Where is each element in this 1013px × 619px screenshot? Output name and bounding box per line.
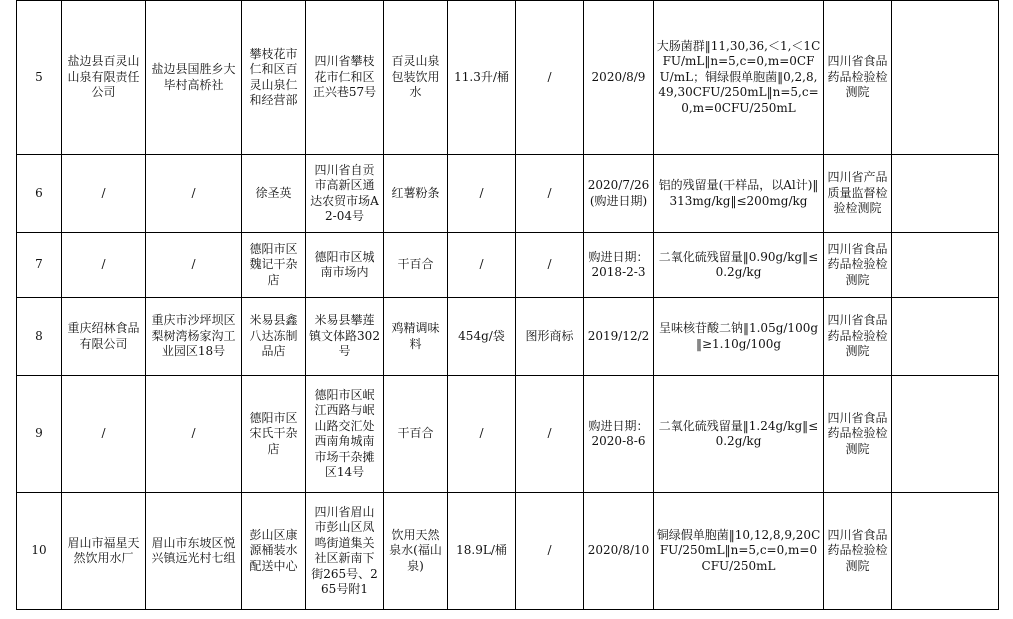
testing-agency: 四川省食品药品检验检测院 <box>824 376 892 493</box>
product-name: 干百合 <box>384 233 448 298</box>
failed-item-result: 二氧化硫残留量‖0.90g/kg‖≤0.2g/kg <box>654 233 824 298</box>
remarks <box>892 298 999 376</box>
remarks <box>892 155 999 233</box>
seller-address: 德阳市区岷江西路与岷山路交汇处西南角城南市场干杂摊区14号 <box>306 376 384 493</box>
producer-address: / <box>146 233 242 298</box>
testing-agency: 四川省食品药品检验检测院 <box>824 493 892 610</box>
seller-name: 德阳市区宋氏干杂店 <box>242 376 306 493</box>
row-number: 8 <box>17 298 62 376</box>
producer-name: / <box>62 233 146 298</box>
product-spec: / <box>448 155 516 233</box>
producer-name: 重庆绍林食品有限公司 <box>62 298 146 376</box>
seller-name: 德阳市区魏记干杂店 <box>242 233 306 298</box>
brand: 图形商标 <box>516 298 584 376</box>
product-spec: / <box>448 376 516 493</box>
production-date: 2019/12/2 <box>584 298 654 376</box>
producer-name: / <box>62 155 146 233</box>
producer-address: / <box>146 376 242 493</box>
remarks <box>892 493 999 610</box>
row-number: 7 <box>17 233 62 298</box>
seller-name: 彭山区康源桶装水配送中心 <box>242 493 306 610</box>
testing-agency: 四川省产品质量监督检验检测院 <box>824 155 892 233</box>
row-number: 5 <box>17 1 62 155</box>
seller-address: 四川省自贡市高新区通达农贸市场A2-04号 <box>306 155 384 233</box>
brand: / <box>516 1 584 155</box>
failed-item-result: 铜绿假单胞菌‖10,12,8,9,20CFU/250mL‖n=5,c=0,m=0CFU/250mL <box>654 493 824 610</box>
brand: / <box>516 155 584 233</box>
inspection-results-table <box>16 0 999 610</box>
producer-address: 盐边县国胜乡大毕村高桥社 <box>146 1 242 155</box>
brand: / <box>516 493 584 610</box>
seller-name: 米易县鑫八达冻制品店 <box>242 298 306 376</box>
producer-address: 重庆市沙坪坝区梨树湾杨家沟工业园区18号 <box>146 298 242 376</box>
row-number: 10 <box>17 493 62 610</box>
seller-address: 德阳市区城南市场内 <box>306 233 384 298</box>
producer-name: 盐边县百灵山山泉有限责任公司 <box>62 1 146 155</box>
brand: / <box>516 376 584 493</box>
product-spec: 454g/袋 <box>448 298 516 376</box>
table-row <box>17 376 999 493</box>
production-date: 2020/8/10 <box>584 493 654 610</box>
product-spec: 11.3升/桶 <box>448 1 516 155</box>
remarks <box>892 1 999 155</box>
table-row <box>17 233 999 298</box>
failed-item-result: 二氧化硫残留量‖1.24g/kg‖≤0.2g/kg <box>654 376 824 493</box>
product-spec: / <box>448 233 516 298</box>
seller-address: 米易县攀莲镇文体路302号 <box>306 298 384 376</box>
row-number: 9 <box>17 376 62 493</box>
failed-item-result: 呈味核苷酸二钠‖1.05g/100g‖≥1.10g/100g <box>654 298 824 376</box>
production-date: 2020/7/26(购进日期) <box>584 155 654 233</box>
table-row <box>17 298 999 376</box>
seller-address: 四川省眉山市彭山区凤鸣街道集关社区新南下街265号、265号附1 <box>306 493 384 610</box>
brand: / <box>516 233 584 298</box>
seller-name: 徐圣英 <box>242 155 306 233</box>
table-row <box>17 1 999 155</box>
seller-address: 四川省攀枝花市仁和区正兴巷57号 <box>306 1 384 155</box>
product-name: 干百合 <box>384 376 448 493</box>
product-name: 鸡精调味料 <box>384 298 448 376</box>
remarks <box>892 376 999 493</box>
testing-agency: 四川省食品药品检验检测院 <box>824 1 892 155</box>
product-name: 红薯粉条 <box>384 155 448 233</box>
table-row <box>17 493 999 610</box>
failed-item-result: 大肠菌群‖11,30,36,＜1,＜1CFU/mL‖n=5,c=0,m=0CFU/mL；铜绿假单胞菌‖0,2,8,49,30CFU/250mL‖n=5,c=0,m=0CFU/250mL <box>654 1 824 155</box>
testing-agency: 四川省食品药品检验检测院 <box>824 298 892 376</box>
failed-item-result: 铝的残留量(干样品，以Al计)‖313mg/kg‖≤200mg/kg <box>654 155 824 233</box>
producer-address: 眉山市东坡区悦兴镇远光村七组 <box>146 493 242 610</box>
seller-name: 攀枝花市仁和区百灵山泉仁和经营部 <box>242 1 306 155</box>
testing-agency: 四川省食品药品检验检测院 <box>824 233 892 298</box>
product-name: 百灵山泉包装饮用水 <box>384 1 448 155</box>
producer-name: / <box>62 376 146 493</box>
production-date: 2020/8/9 <box>584 1 654 155</box>
row-number: 6 <box>17 155 62 233</box>
producer-name: 眉山市福星天然饮用水厂 <box>62 493 146 610</box>
remarks <box>892 233 999 298</box>
producer-address: / <box>146 155 242 233</box>
production-date: 购进日期：2020-8-6 <box>584 376 654 493</box>
product-name: 饮用天然泉水(福山泉) <box>384 493 448 610</box>
table-row <box>17 155 999 233</box>
product-spec: 18.9L/桶 <box>448 493 516 610</box>
production-date: 购进日期：2018-2-3 <box>584 233 654 298</box>
